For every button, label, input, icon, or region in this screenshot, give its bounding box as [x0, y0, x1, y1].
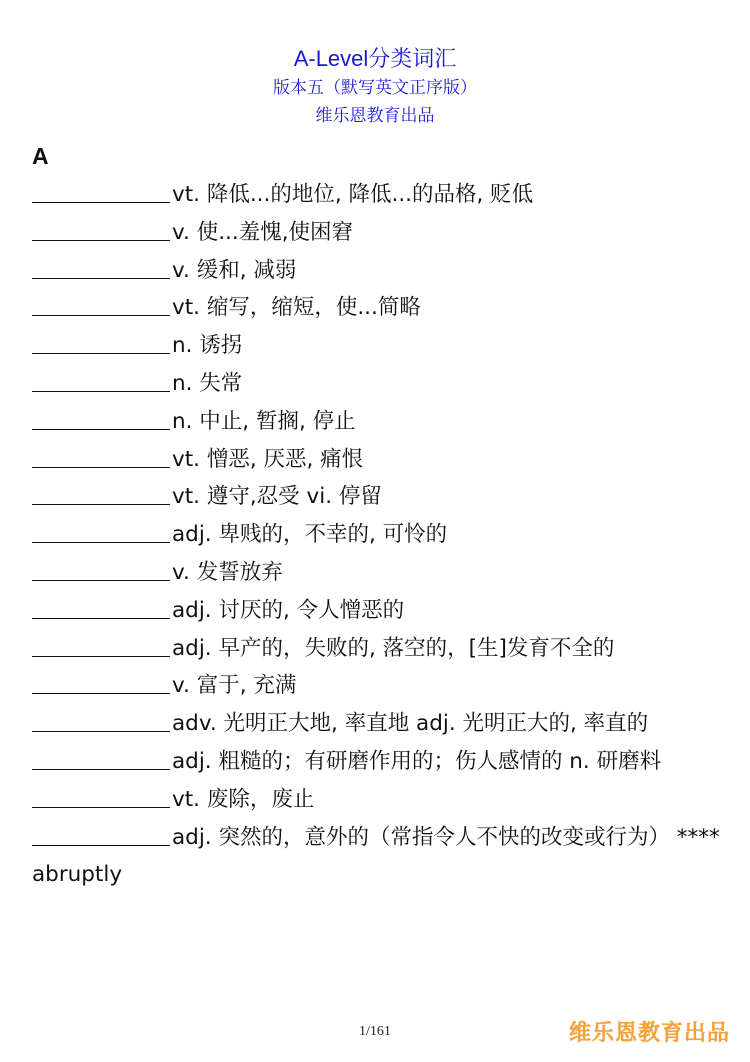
vocab-entry	[32, 667, 722, 705]
entry-definition: adj. 突然的，意外的（常指令人不快的改变或行为） ****abruptly	[32, 824, 720, 888]
entry-definition: n. 诱拐	[172, 333, 243, 359]
entry-definition: vt. 缩写，缩短，使...简略	[172, 295, 421, 321]
vocab-entry	[32, 403, 722, 441]
entry-definition: vt. 废除，废止	[172, 786, 315, 812]
answer-blank[interactable]	[32, 630, 170, 657]
vocab-entry	[32, 819, 722, 895]
answer-blank[interactable]	[32, 327, 170, 354]
section-letter: A	[32, 143, 49, 169]
vocab-entry	[32, 441, 722, 479]
publisher-line: 维乐恩教育出品	[315, 106, 435, 126]
answer-blank[interactable]	[32, 667, 170, 694]
vocab-entry	[32, 176, 722, 214]
vocab-entry	[32, 327, 722, 365]
vocab-entry	[32, 289, 722, 327]
answer-blank[interactable]	[32, 289, 170, 316]
document-subtitle: 版本五（默写英文正序版）	[273, 78, 477, 98]
entry-definition: adv. 光明正大地, 率直地 adj. 光明正大的, 率直的	[172, 711, 649, 737]
vocab-entry	[32, 743, 722, 781]
entry-definition: v. 缓和, 减弱	[172, 257, 297, 283]
answer-blank[interactable]	[32, 214, 170, 241]
vocab-entry	[32, 478, 722, 516]
document-title: A-Level分类词汇	[293, 46, 457, 71]
vocab-entry	[32, 214, 722, 252]
answer-blank[interactable]	[32, 781, 170, 808]
vocab-entry	[32, 592, 722, 630]
answer-blank[interactable]	[32, 252, 170, 279]
watermark-logo: 维乐恩教育出品	[568, 1021, 730, 1046]
answer-blank[interactable]	[32, 554, 170, 581]
entry-definition: v. 使...羞愧,使困窘	[172, 219, 354, 245]
entry-definition: adj. 早产的，失败的, 落空的，[生]发育不全的	[172, 635, 615, 661]
answer-blank[interactable]	[32, 365, 170, 392]
page-number: 1/161	[359, 1024, 391, 1039]
entry-definition: vt. 降低...的地位, 降低...的品格, 贬低	[172, 182, 534, 207]
entry-definition: adj. 卑贱的，不幸的, 可怜的	[172, 522, 448, 548]
vocab-entry	[32, 554, 722, 592]
answer-blank[interactable]	[32, 705, 170, 732]
answer-blank[interactable]	[32, 478, 170, 505]
answer-blank[interactable]	[32, 743, 170, 770]
answer-blank[interactable]	[32, 441, 170, 468]
vocab-entry	[32, 781, 722, 819]
answer-blank[interactable]	[32, 403, 170, 430]
entry-definition: n. 失常	[172, 370, 243, 396]
entry-definition: v. 富于, 充满	[172, 673, 297, 699]
answer-blank[interactable]	[32, 592, 170, 619]
entry-definition: vt. 遵守,忍受 vi. 停留	[172, 484, 382, 510]
entry-definition: n. 中止, 暂搁, 停止	[172, 408, 356, 434]
entry-definition: v. 发誓放弃	[172, 559, 283, 585]
vocab-entry	[32, 252, 722, 290]
vocab-entry	[32, 705, 722, 743]
document-header	[0, 44, 750, 130]
answer-blank[interactable]	[32, 516, 170, 543]
entry-definition: adj. 讨厌的, 令人憎恶的	[172, 597, 405, 623]
answer-blank[interactable]	[32, 176, 170, 203]
vocab-entry	[32, 365, 722, 403]
entry-definition: adj. 粗糙的；有研磨作用的；伤人感情的 n. 研磨料	[172, 748, 662, 774]
vocab-entry	[32, 516, 722, 554]
vocab-entry	[32, 630, 722, 668]
answer-blank[interactable]	[32, 819, 170, 846]
entry-definition: vt. 憎恶, 厌恶, 痛恨	[172, 446, 364, 472]
vocabulary-list	[32, 176, 722, 894]
